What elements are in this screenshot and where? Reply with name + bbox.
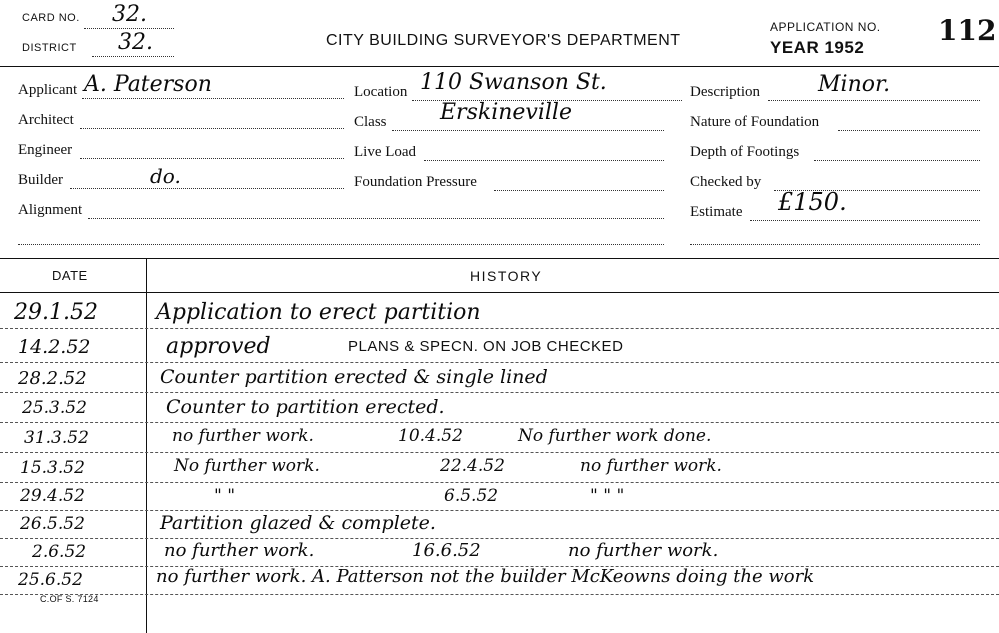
history-top-rule [0, 258, 999, 259]
card-no-line [84, 28, 174, 29]
history-row-9-text2: no further work. [568, 540, 719, 561]
applicant-label: Applicant [18, 82, 78, 98]
extra-line-left [18, 244, 664, 245]
class-label: Class [354, 114, 387, 130]
card-no-label: CARD NO. [22, 12, 80, 24]
history-row-5-text: no further work. [172, 426, 314, 446]
description-line [768, 100, 980, 101]
history-row-6-text: No further work. [174, 456, 320, 476]
history-row-7-text2: " " " [590, 486, 625, 506]
description-label: Description [690, 84, 760, 100]
history-row-5-date2: 10.4.52 [398, 426, 463, 446]
history-row-2-date: 14.2.52 [18, 336, 91, 358]
history-row-1-text: Application to erect partition [156, 300, 481, 325]
history-row-6-text2: no further work. [580, 456, 722, 476]
history-header-rule [0, 292, 999, 293]
history-row-5-rule [0, 452, 999, 453]
history-row-7-date: 29.4.52 [20, 486, 85, 506]
history-row-7-text: " " [214, 486, 236, 506]
depth-of-footings-line [814, 160, 980, 161]
history-row-4-rule [0, 422, 999, 423]
history-row-1-date: 29.1.52 [14, 300, 98, 325]
estimate-line [750, 220, 980, 221]
estimate-label: Estimate [690, 204, 743, 220]
builder-line [70, 188, 344, 189]
checked-by-label: Checked by [690, 174, 762, 190]
history-row-10-rule [0, 594, 999, 595]
department-title: CITY BUILDING SURVEYOR'S DEPARTMENT [326, 32, 681, 49]
live-load-line [424, 160, 664, 161]
date-column-header: DATE [52, 268, 88, 283]
district-value: 32. [118, 30, 153, 55]
history-row-5-date: 31.3.52 [24, 428, 89, 448]
history-row-4-date: 25.3.52 [22, 398, 87, 418]
history-row-2-text: approved [166, 334, 271, 359]
history-row-9-date2: 16.6.52 [412, 540, 481, 561]
history-row-8-rule [0, 538, 999, 539]
alignment-label: Alignment [18, 202, 83, 218]
architect-line [80, 128, 344, 129]
description-value: Minor. [818, 72, 891, 97]
date-column-divider [146, 258, 147, 633]
class-value: Erskineville [440, 100, 572, 125]
location-value: 110 Swanson St. [420, 70, 607, 95]
builder-value: do. [150, 164, 181, 188]
engineer-label: Engineer [18, 142, 73, 158]
history-row-3-text: Counter partition erected & single lined [160, 366, 548, 388]
history-row-9-text: no further work. [164, 540, 315, 561]
history-row-7-date2: 6.5.52 [444, 486, 499, 506]
header-divider [0, 66, 999, 67]
engineer-line [80, 158, 344, 159]
history-column-header: HISTORY [470, 268, 543, 284]
foundation-pressure-line [494, 190, 664, 191]
history-row-8-text: Partition glazed & complete. [160, 512, 436, 534]
history-row-2-stamp: PLANS & SPECN. ON JOB CHECKED [348, 338, 624, 355]
application-no-label: APPLICATION NO. [770, 20, 881, 34]
location-label: Location [354, 84, 408, 100]
alignment-line [88, 218, 664, 219]
builder-label: Builder [18, 172, 63, 188]
nature-of-foundation-label: Nature of Foundation [690, 114, 820, 130]
history-row-3-date: 28.2.52 [18, 368, 87, 389]
nature-of-foundation-line [838, 130, 980, 131]
history-row-7-rule [0, 510, 999, 511]
district-line [92, 56, 174, 57]
foundation-pressure-label: Foundation Pressure [354, 174, 477, 190]
history-row-10-date: 25.6.52 [18, 570, 83, 590]
estimate-value: £150. [778, 188, 847, 216]
district-label: DISTRICT [22, 42, 77, 54]
depth-of-footings-label: Depth of Footings [690, 144, 800, 160]
history-row-2-rule [0, 362, 999, 363]
application-no-value: 112 [938, 14, 997, 47]
extra-line-right [690, 244, 980, 245]
year-label: YEAR 1952 [770, 38, 865, 57]
history-row-5-text2: No further work done. [518, 426, 712, 446]
applicant-line [82, 98, 344, 99]
history-row-4-text: Counter to partition erected. [166, 396, 445, 418]
history-row-8-date: 26.5.52 [20, 514, 85, 534]
card-no-value: 32. [112, 2, 147, 27]
history-row-10-text: no further work. A. Patterson not the builder McKeowns doing the work [156, 566, 815, 587]
applicant-value: A. Paterson [84, 72, 212, 97]
history-row-6-rule [0, 482, 999, 483]
architect-label: Architect [18, 112, 74, 128]
form-code: C.OF S. 7124 [40, 594, 99, 604]
class-line [392, 130, 664, 131]
history-row-9-date: 2.6.52 [32, 542, 87, 562]
history-row-6-date2: 22.4.52 [440, 456, 505, 476]
history-row-3-rule [0, 392, 999, 393]
history-row-6-date: 15.3.52 [20, 458, 85, 478]
live-load-label: Live Load [354, 144, 417, 160]
history-row-1-rule [0, 328, 999, 329]
